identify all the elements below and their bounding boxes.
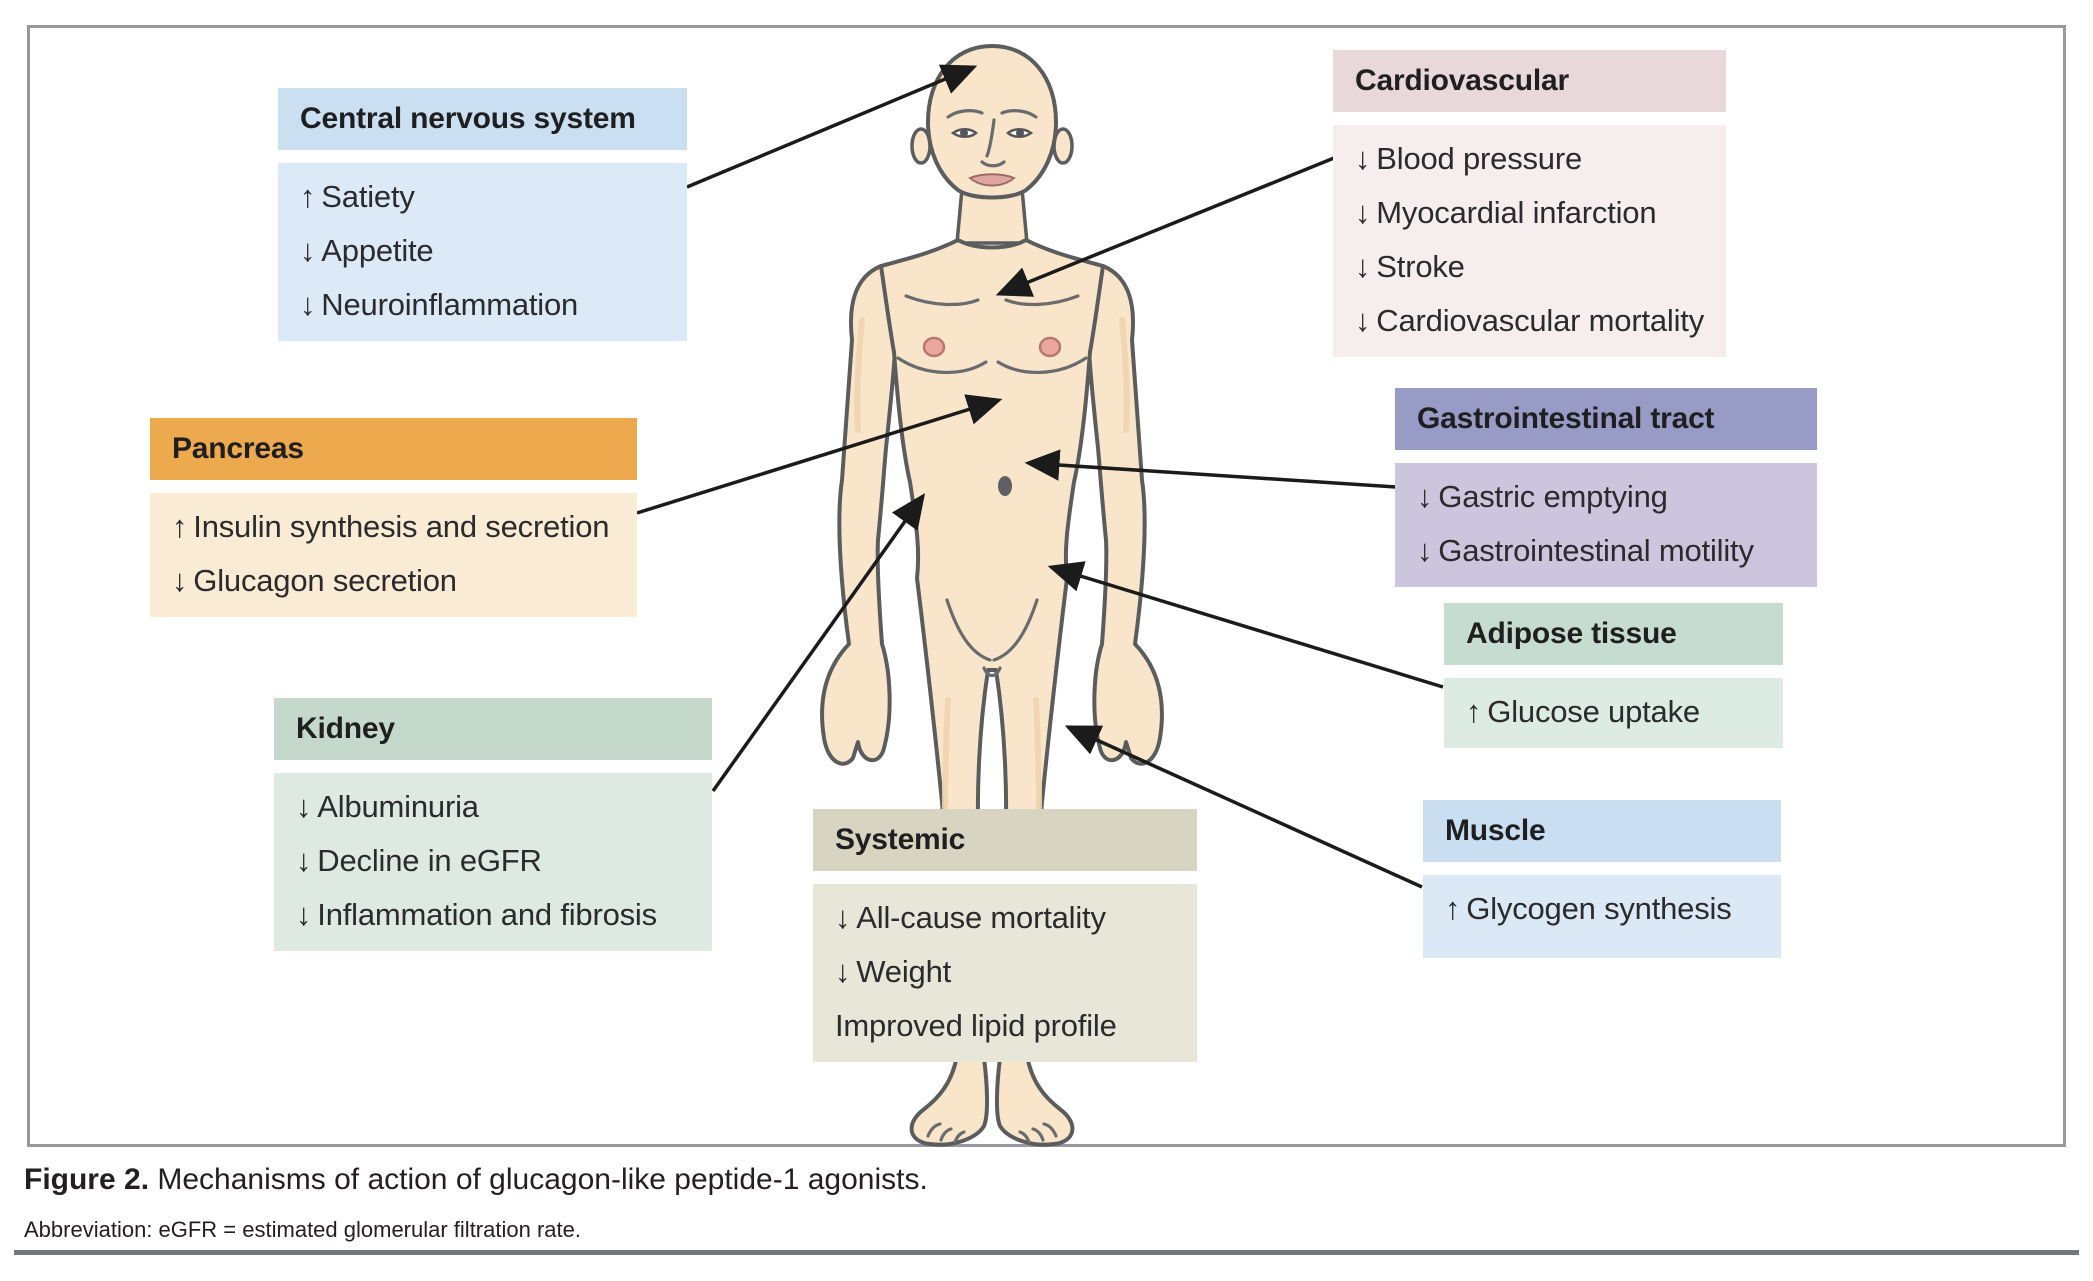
box-item: ↑ Glycogen synthesis [1445, 891, 1732, 926]
box-item: Improved lipid profile [835, 1008, 1117, 1043]
box-muscle [1423, 800, 1781, 958]
box-title: Adipose tissue [1444, 603, 1783, 665]
figure-caption-text: Mechanisms of action of glucagon-like peptide-1 agonists. [149, 1163, 928, 1196]
box-body [274, 760, 712, 951]
box-title: Muscle [1423, 800, 1781, 862]
box-item: ↓ Appetite [300, 233, 434, 268]
box-body [1395, 450, 1817, 587]
box-body [150, 480, 637, 617]
left-nipple [924, 338, 944, 356]
box-title: Central nervous system [278, 88, 687, 150]
box-item: ↓ Neuroinflammation [300, 287, 579, 322]
box-item: ↑ Insulin synthesis and secretion [172, 509, 610, 544]
box-body [1423, 862, 1781, 958]
box-item: ↓ Decline in eGFR [296, 843, 542, 878]
box-title: Gastrointestinal tract [1395, 388, 1817, 450]
box-body [278, 150, 687, 341]
box-cardiovascular [1333, 50, 1726, 357]
box-item: ↓ Gastrointestinal motility [1417, 533, 1754, 568]
box-title: Cardiovascular [1333, 50, 1726, 112]
figure-caption-label: Figure 2. [24, 1163, 150, 1196]
box-item: ↓ Stroke [1355, 249, 1465, 284]
box-item: ↓ Inflammation and fibrosis [296, 897, 657, 932]
box-body [813, 871, 1197, 1062]
box-item: ↓ Glucagon secretion [172, 563, 457, 598]
box-item: ↓ All-cause mortality [835, 900, 1106, 935]
box-title: Pancreas [150, 418, 637, 480]
box-body [1444, 665, 1783, 748]
box-central-nervous-system [278, 88, 687, 341]
box-item: ↓ Albuminuria [296, 789, 479, 824]
box-item: ↑ Satiety [300, 179, 415, 214]
box-systemic [813, 809, 1197, 1062]
right-iris [1016, 129, 1024, 137]
arrow-gastrointestinal-tract [1028, 463, 1396, 487]
box-item: ↓ Weight [835, 954, 952, 989]
figure-caption [24, 1163, 928, 1197]
box-item: ↓ Gastric emptying [1417, 479, 1668, 514]
box-item: ↑ Glucose uptake [1466, 694, 1700, 729]
box-item: ↓ Cardiovascular mortality [1355, 303, 1704, 338]
box-item: ↓ Myocardial infarction [1355, 195, 1657, 230]
navel [998, 476, 1012, 496]
box-title: Kidney [274, 698, 712, 760]
left-iris [960, 129, 968, 137]
bottom-rule [14, 1250, 2079, 1255]
arrow-cardiovascular [999, 158, 1334, 294]
box-adipose-tissue [1444, 603, 1783, 748]
box-pancreas [150, 418, 637, 617]
right-nipple [1040, 338, 1060, 356]
box-item: ↓ Blood pressure [1355, 141, 1583, 176]
box-kidney [274, 698, 712, 951]
box-body [1333, 112, 1726, 357]
figure-abbreviation: Abbreviation: eGFR = estimated glomerular filtration rate. [24, 1217, 581, 1242]
box-title: Systemic [813, 809, 1197, 871]
box-gastrointestinal-tract [1395, 388, 1817, 587]
arrow-kidney [713, 496, 923, 791]
